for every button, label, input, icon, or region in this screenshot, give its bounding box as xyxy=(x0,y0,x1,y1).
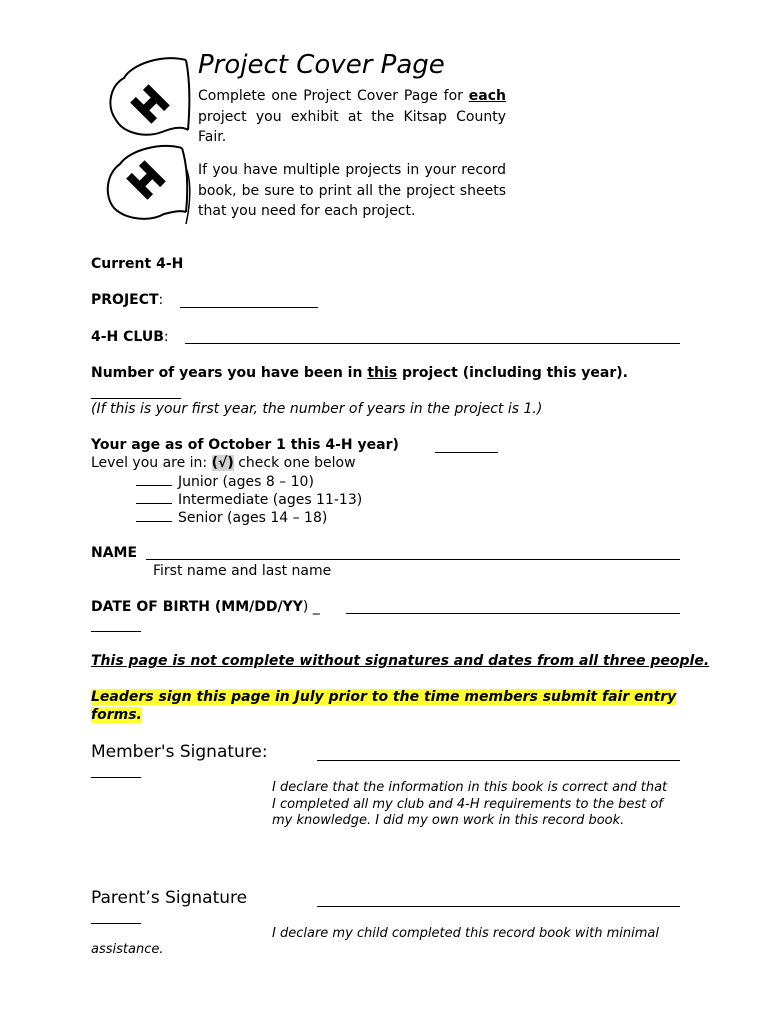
club-row xyxy=(91,329,169,345)
level-label: Senior (ages 14 – 18) xyxy=(178,510,328,526)
club-field[interactable] xyxy=(185,343,680,344)
years-this-emphasis: this xyxy=(367,365,398,381)
parent-declaration-end: assistance. xyxy=(91,942,164,957)
project-label: PROJECT xyxy=(91,292,159,308)
years-prefix: Number of years you have been in xyxy=(91,365,368,381)
level-checkbox[interactable] xyxy=(136,473,172,486)
age-field[interactable] xyxy=(435,452,498,453)
dob-field[interactable] xyxy=(346,613,680,614)
level-prefix: Level you are in: xyxy=(91,455,212,471)
dob-label: DATE OF BIRTH (MM/DD/YY xyxy=(91,599,303,615)
level-label: Intermediate (ages 11-13) xyxy=(178,492,363,508)
years-field[interactable] xyxy=(91,398,181,399)
level-checkbox[interactable] xyxy=(136,509,172,522)
level-option-junior[interactable] xyxy=(136,473,314,490)
complete-warning xyxy=(91,652,731,670)
multiple-projects-paragraph: If you have multiple projects in your record book, be sure to print all the project sheets that you need for each project. xyxy=(198,162,506,219)
intro-paragraph xyxy=(198,86,506,148)
project-field[interactable] xyxy=(180,307,318,308)
check-mark-icon: (√) xyxy=(211,455,234,471)
parent-declaration: I declare my child completed this record book with minimal xyxy=(272,926,659,941)
years-note: (If this is your first year, the number of years in the project is 1.) xyxy=(91,401,543,417)
name-hint: First name and last name xyxy=(153,563,332,579)
intro-text-continued: project you exhibit at the Kitsap County Fair. xyxy=(198,108,506,145)
parent-signature-field[interactable] xyxy=(317,906,680,907)
page-title: Project Cover Page xyxy=(198,50,445,80)
member-date-field[interactable] xyxy=(91,777,141,778)
name-label: NAME xyxy=(91,545,138,561)
level-instruction xyxy=(91,455,356,471)
age-label: Your age as of October 1 this 4-H year) xyxy=(91,437,399,453)
years-suffix: project (including this year). xyxy=(397,365,628,381)
dob-row xyxy=(91,599,320,615)
years-question xyxy=(91,365,628,381)
name-field[interactable] xyxy=(146,559,680,560)
level-option-intermediate[interactable] xyxy=(136,491,362,508)
dob-paren: ) xyxy=(302,599,309,615)
parent-signature-label: Parent’s Signature xyxy=(91,888,248,908)
4-h-clover-icon xyxy=(102,56,194,226)
member-declaration: I declare that the information in this book is correct and that I completed all my club and 4-H requirements to the best of my knowledge. I did my own work in this record book. xyxy=(272,780,668,828)
dob-field-continued[interactable] xyxy=(91,631,141,632)
member-signature-field[interactable] xyxy=(317,760,680,761)
project-row xyxy=(91,292,163,308)
leaders-warning-text: Leaders sign this page in July prior to the time members submit fair entry forms. xyxy=(91,689,677,723)
level-label: Junior (ages 8 – 10) xyxy=(178,474,314,490)
leaders-warning xyxy=(91,688,731,724)
intro-each-emphasis: each xyxy=(468,88,507,104)
level-option-senior[interactable] xyxy=(136,509,327,526)
parent-date-field[interactable] xyxy=(91,923,141,924)
club-label: 4-H CLUB xyxy=(91,329,164,345)
current-4h-label: Current 4-H xyxy=(91,256,184,272)
dob-underscore: _ xyxy=(312,599,320,615)
level-checkbox[interactable] xyxy=(136,491,172,504)
club-colon: : xyxy=(163,329,169,345)
complete-warning-text: This page is not complete without signatures and dates from all three people. xyxy=(91,653,710,669)
member-signature-label: Member's Signature: xyxy=(91,742,268,762)
intro-text: Complete one Project Cover Page for xyxy=(198,88,463,104)
project-colon: : xyxy=(158,292,164,308)
level-suffix: check one below xyxy=(233,455,356,471)
